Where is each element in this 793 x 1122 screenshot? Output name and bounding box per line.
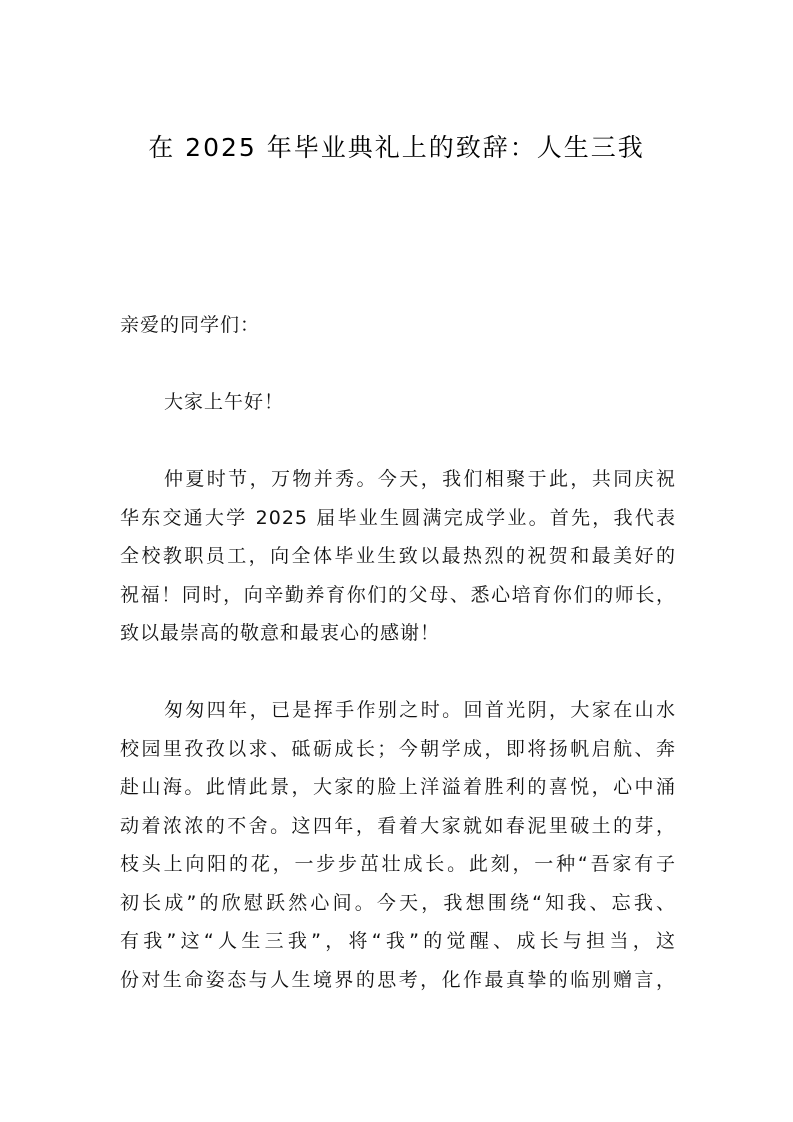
paragraph-gap xyxy=(120,653,676,692)
paragraph-2 xyxy=(120,691,676,999)
paragraph-line: 校园里孜孜以求、砥砺成长；今朝学成，即将扬帆启航、奔 xyxy=(120,737,676,760)
paragraph-gap xyxy=(120,345,676,384)
document-body xyxy=(120,306,676,999)
paragraph-line: 华东交通大学 2025 届毕业生圆满完成学业。首先，我代表 xyxy=(120,506,676,529)
paragraph-line: 动着浓浓的不舍。这四年，看着大家就如春泥里破土的芽， xyxy=(120,814,676,837)
paragraph-1 xyxy=(120,460,676,653)
paragraph-line: 致以最崇高的敬意和最衷心的感谢！ xyxy=(120,622,441,644)
document-title: 在 2025 年毕业典礼上的致辞：人生三我 xyxy=(148,133,645,162)
greeting: 大家上午好！ xyxy=(164,391,285,413)
paragraph-line: 枝头上向阳的花，一步步茁壮成长。此刻，一种“吾家有子 xyxy=(120,853,676,875)
paragraph-line: 匆匆四年，已是挥手作别之时。回首光阴，大家在山水 xyxy=(164,699,676,721)
paragraph-gap xyxy=(120,422,676,461)
paragraph-line: 仲夏时节，万物并秀。今天，我们相聚于此，共同庆祝 xyxy=(164,468,676,490)
salutation: 亲爱的同学们： xyxy=(120,314,261,336)
paragraph-line: 赴山海。此情此景，大家的脸上洋溢着胜利的喜悦，心中涌 xyxy=(120,776,676,798)
paragraph-line: 祝福！同时，向辛勤养育你们的父母、悉心培育你们的师长， xyxy=(120,583,676,606)
paragraph-line: 初长成”的欣慰跃然心间。今天，我想围绕“知我、忘我、 xyxy=(120,891,676,914)
paragraph-line: 有我”这“人生三我”，将“我”的觉醒、成长与担当，这 xyxy=(120,930,676,952)
paragraph-line: 全校教职员工，向全体毕业生致以最热烈的祝贺和最美好的 xyxy=(120,545,676,567)
paragraph-line: 份对生命姿态与人生境界的思考，化作最真挚的临别赠言， xyxy=(120,968,676,991)
